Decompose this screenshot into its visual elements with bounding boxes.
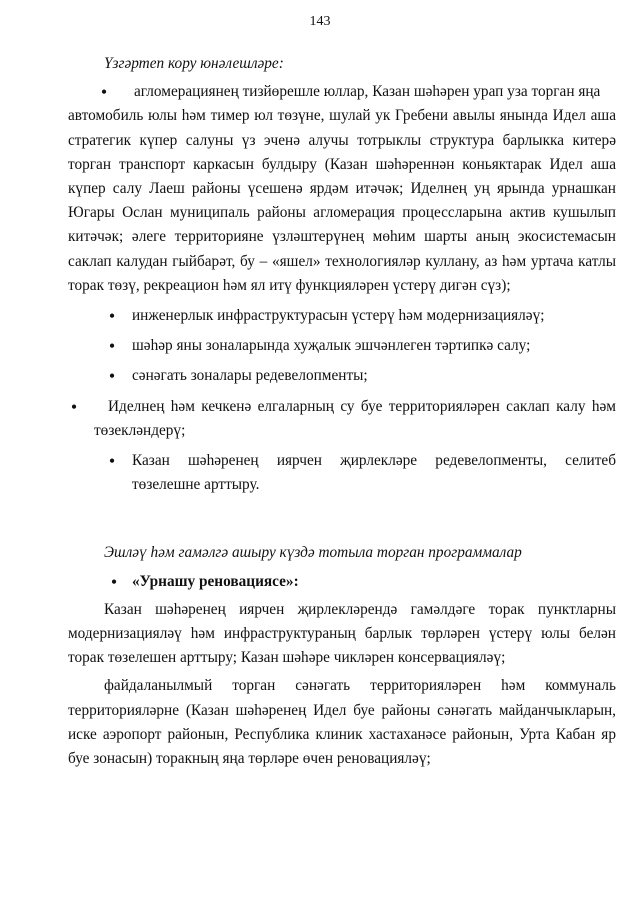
main-bullet-first-line: агломерациянең тизйөрешле юллар, Казан шәһәрен урап уза торган яңа bbox=[134, 83, 601, 101]
bullet-icon: • bbox=[110, 571, 118, 592]
renovation-title: «Урнашу реновациясе»: bbox=[132, 572, 299, 590]
spacer bbox=[68, 497, 616, 541]
list-item-text: шәһәр яны зоналарында хуҗалык эшчәнлеген тәртипкә салу; bbox=[132, 337, 531, 355]
paragraph-industrial: файдаланылмый торган сәнәгать территорияләрен һәм коммуналь территорияләрне (Казан шәһәренең Идел буе районы сәнәгать майданчыкларын, иске аэропорт районын, Республика клиник хастаханәсе районын, Урта Кабан яр буе зонасын) торакның яңа төрләре өчен реновацияләү; bbox=[68, 677, 616, 768]
list-item-text: Казан шәһәренең иярчен җирлекләре редевелопменты, селитеб төзелешне арттыру. bbox=[132, 452, 616, 494]
bullet-list bbox=[68, 304, 616, 497]
document-body bbox=[68, 52, 616, 771]
section-heading-directions: Үзгәртеп кору юнәлешләре: bbox=[104, 55, 284, 72]
list-item bbox=[68, 364, 616, 388]
bullet-icon: • bbox=[108, 336, 116, 357]
list-item-text: сәнәгать зоналары редевелопменты; bbox=[132, 367, 368, 385]
list-item bbox=[68, 304, 616, 328]
bullet-icon: • bbox=[70, 396, 78, 417]
page-number: 143 bbox=[309, 14, 331, 29]
list-item bbox=[68, 334, 616, 358]
section-heading-programs: Эшләү һәм гамәлгә ашыру күздә тотыла торган программалар bbox=[104, 544, 522, 562]
main-bullet-continuation: автомобиль юлы һәм тимер юл төзүне, шулай ук Гребени авылы янында Идел аша стратегик күпер салуны үз эченә алучы тотрыклы структура барлыкка китерә торган транспорт каркасын булдыру (Казан шәһәреннән коньяктарак Идел аша күпер салу Лаеш районы үсешенә ярдәм итәчәк; Иделнең уң ярында урнашкан Югары Ослан муниципаль районы агломерация процессларына актив кушылып китәчәк; әлеге территорияне үзләштерүнең мөһим шарты аның экосистемасын саклап калудан гыйбарәт, бу – «яшел» технологияләр куллану, аз һәм уртача катлы торак төзү, рекреацион һәм ял итү функцияләрен үстерү дигән сүз); bbox=[68, 107, 616, 294]
list-item-text: инженерлык инфраструктурасын үстерү һәм модернизацияләү; bbox=[132, 307, 545, 325]
list-item bbox=[68, 449, 616, 497]
list-item-hanging bbox=[30, 395, 616, 443]
main-bullet-paragraph bbox=[68, 80, 616, 298]
bullet-icon: • bbox=[108, 366, 116, 387]
bullet-icon: • bbox=[100, 82, 108, 103]
paragraph-settlement: Казан шәһәренең иярчен җирлекләрендә гамәлдәге торак пунктларны модернизацияләү һәм инфраструктураның барлык төрләрен үстерү юлы белән торак төзелешен арттыру; Казан шәһәре чикләрен консервацияләү; bbox=[68, 600, 616, 667]
bullet-icon: • bbox=[108, 306, 116, 327]
bullet-icon: • bbox=[108, 451, 116, 472]
renovation-title-item bbox=[68, 570, 616, 594]
list-item-text: Иделнең һәм кечкенә елгаларның су буе территорияләрен саклап калу һәм төзекләндерү; bbox=[94, 397, 616, 439]
